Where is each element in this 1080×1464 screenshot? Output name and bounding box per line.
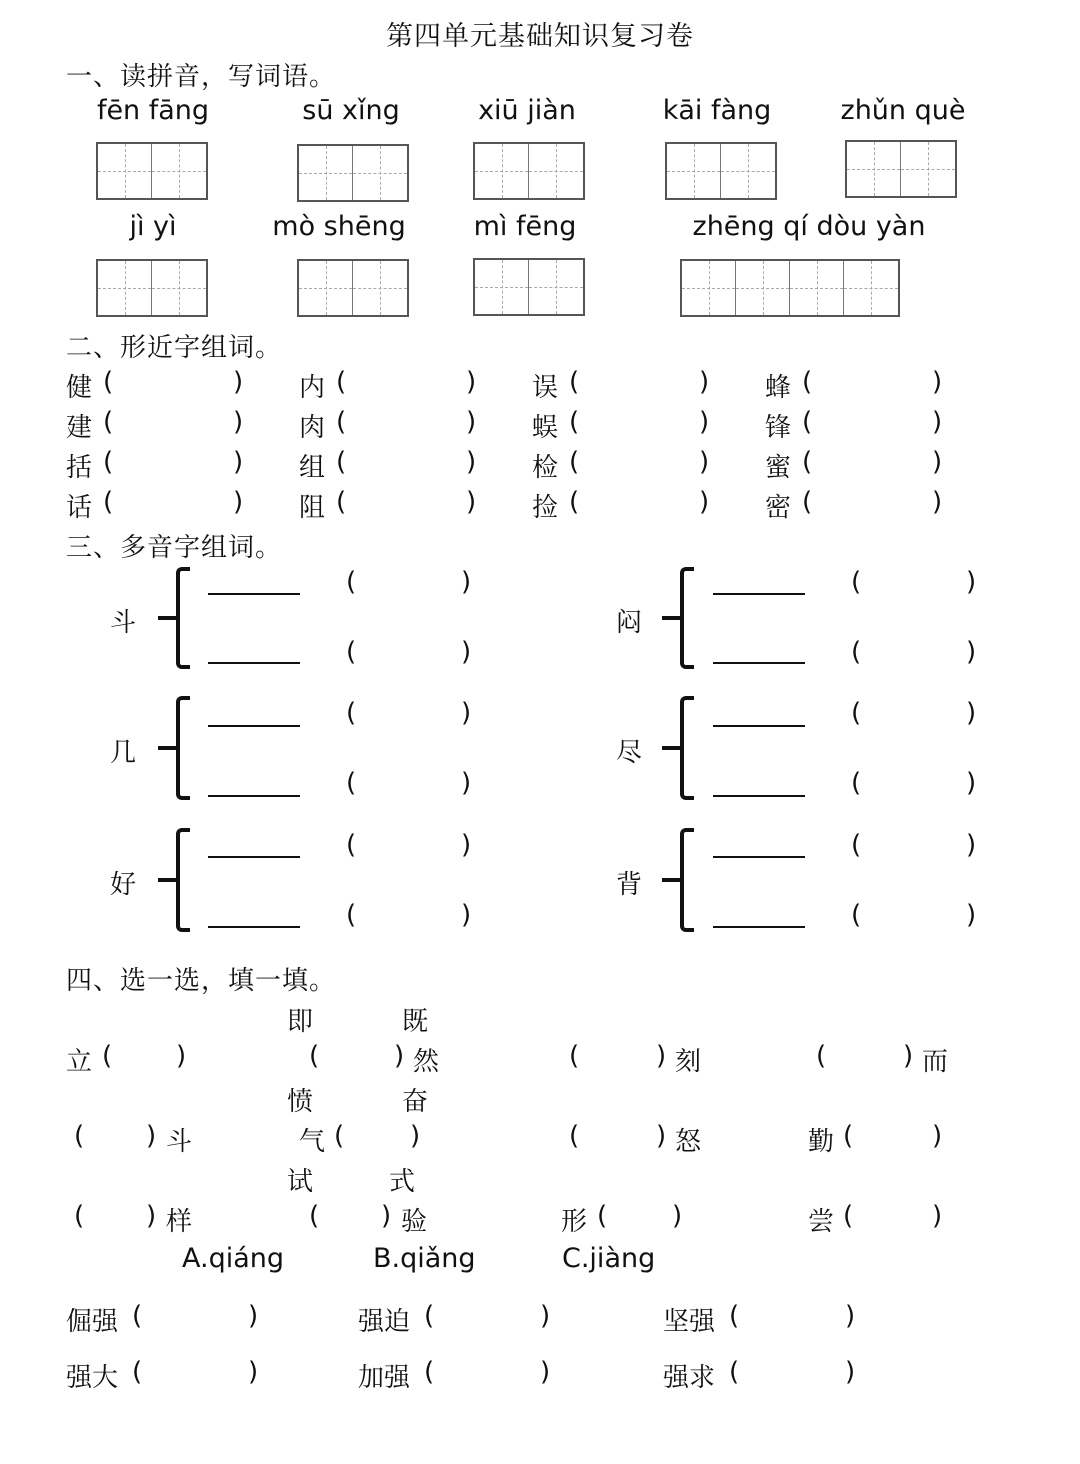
open-paren: ( xyxy=(74,1121,85,1151)
answer-blank[interactable] xyxy=(713,725,805,727)
brace-stem xyxy=(158,616,176,620)
choice-char: 式 xyxy=(389,1167,416,1197)
similar-char: 密 xyxy=(765,493,792,523)
open-paren: ( xyxy=(802,487,813,517)
open-paren: ( xyxy=(843,1201,854,1231)
open-paren: ( xyxy=(102,1041,113,1071)
open-paren: ( xyxy=(802,367,813,397)
open-paren: ( xyxy=(816,1041,827,1071)
close-paren: ) xyxy=(466,367,477,397)
open-paren: ( xyxy=(569,407,580,437)
pinyin-label: jì yì xyxy=(129,211,177,242)
choice-char: 愤 xyxy=(287,1087,314,1117)
writing-grid[interactable] xyxy=(680,259,900,317)
close-paren: ) xyxy=(966,698,977,728)
fill-char: 尝 xyxy=(808,1207,835,1237)
pinyin-label: sū xǐng xyxy=(302,95,400,126)
open-paren: ( xyxy=(346,567,357,597)
close-paren: ) xyxy=(932,1121,943,1151)
close-paren: ) xyxy=(903,1041,914,1071)
close-paren: ) xyxy=(381,1201,392,1231)
close-paren: ) xyxy=(966,637,977,667)
answer-blank[interactable] xyxy=(208,725,300,727)
answer-blank[interactable] xyxy=(713,856,805,858)
open-paren: ( xyxy=(336,367,347,397)
similar-char: 话 xyxy=(66,493,93,523)
brace xyxy=(680,696,694,800)
brace xyxy=(680,828,694,932)
close-paren: ) xyxy=(540,1301,551,1331)
open-paren: ( xyxy=(132,1301,143,1331)
similar-char: 组 xyxy=(299,453,326,483)
open-paren: ( xyxy=(851,698,862,728)
open-paren: ( xyxy=(729,1301,740,1331)
polyphone-char: 尽 xyxy=(616,738,643,768)
close-paren: ) xyxy=(845,1301,856,1331)
answer-blank[interactable] xyxy=(208,795,300,797)
close-paren: ) xyxy=(248,1357,259,1387)
pinyin-label: mò shēng xyxy=(272,211,406,242)
close-paren: ) xyxy=(248,1301,259,1331)
fill-char: 样 xyxy=(166,1207,193,1237)
close-paren: ) xyxy=(699,367,710,397)
pinyin-label: kāi fàng xyxy=(662,95,772,126)
close-paren: ) xyxy=(672,1201,683,1231)
section3-heading: 三、多音字组词。 xyxy=(66,533,283,563)
open-paren: ( xyxy=(346,637,357,667)
word: 强求 xyxy=(663,1363,716,1393)
similar-char: 锋 xyxy=(765,413,792,443)
close-paren: ) xyxy=(699,447,710,477)
fill-char: 勤 xyxy=(808,1127,835,1157)
answer-blank[interactable] xyxy=(208,662,300,664)
open-paren: ( xyxy=(346,768,357,798)
close-paren: ) xyxy=(699,487,710,517)
open-paren: ( xyxy=(843,1121,854,1151)
similar-char: 阻 xyxy=(299,493,326,523)
similar-char: 蜈 xyxy=(532,413,559,443)
open-paren: ( xyxy=(336,487,347,517)
answer-blank[interactable] xyxy=(713,593,805,595)
close-paren: ) xyxy=(176,1041,187,1071)
polyphone-char: 好 xyxy=(110,870,137,900)
pronunciation-option-a: A.qiáng xyxy=(182,1243,285,1274)
open-paren: ( xyxy=(309,1041,320,1071)
open-paren: ( xyxy=(729,1357,740,1387)
fill-char: 验 xyxy=(401,1207,428,1237)
open-paren: ( xyxy=(346,900,357,930)
brace xyxy=(176,567,190,669)
close-paren: ) xyxy=(461,830,472,860)
brace-stem xyxy=(662,746,680,750)
writing-grid[interactable] xyxy=(845,140,957,198)
open-paren: ( xyxy=(851,637,862,667)
close-paren: ) xyxy=(932,367,943,397)
close-paren: ) xyxy=(410,1121,421,1151)
answer-blank[interactable] xyxy=(208,856,300,858)
similar-char: 捡 xyxy=(532,493,559,523)
choice-char: 奋 xyxy=(402,1087,429,1117)
open-paren: ( xyxy=(569,447,580,477)
open-paren: ( xyxy=(851,768,862,798)
brace xyxy=(176,696,190,800)
writing-grid[interactable] xyxy=(96,142,208,200)
open-paren: ( xyxy=(336,447,347,477)
close-paren: ) xyxy=(966,830,977,860)
open-paren: ( xyxy=(597,1201,608,1231)
section1-heading: 一、读拼音，写词语。 xyxy=(66,62,337,92)
fill-char: 形 xyxy=(561,1207,588,1237)
fill-char: 怒 xyxy=(675,1127,702,1157)
close-paren: ) xyxy=(540,1357,551,1387)
polyphone-char: 背 xyxy=(616,870,643,900)
fill-char: 而 xyxy=(922,1047,949,1077)
choice-char: 试 xyxy=(287,1167,314,1197)
similar-char: 内 xyxy=(299,373,326,403)
open-paren: ( xyxy=(569,487,580,517)
open-paren: ( xyxy=(336,407,347,437)
close-paren: ) xyxy=(966,768,977,798)
polyphone-char: 斗 xyxy=(110,608,137,638)
close-paren: ) xyxy=(845,1357,856,1387)
similar-char: 肉 xyxy=(299,413,326,443)
similar-char: 误 xyxy=(532,373,559,403)
open-paren: ( xyxy=(424,1357,435,1387)
open-paren: ( xyxy=(309,1201,320,1231)
open-paren: ( xyxy=(802,447,813,477)
close-paren: ) xyxy=(966,567,977,597)
close-paren: ) xyxy=(656,1121,667,1151)
writing-grid[interactable] xyxy=(297,144,409,202)
open-paren: ( xyxy=(346,830,357,860)
close-paren: ) xyxy=(932,407,943,437)
open-paren: ( xyxy=(424,1301,435,1331)
open-paren: ( xyxy=(132,1357,143,1387)
close-paren: ) xyxy=(394,1041,405,1071)
fill-char: 立 xyxy=(66,1047,93,1077)
close-paren: ) xyxy=(233,487,244,517)
pinyin-label: xiū jiàn xyxy=(478,95,576,126)
close-paren: ) xyxy=(656,1041,667,1071)
writing-grid[interactable] xyxy=(96,259,208,317)
word: 倔强 xyxy=(66,1307,119,1337)
writing-grid[interactable] xyxy=(665,142,777,200)
brace-stem xyxy=(158,746,176,750)
fill-char: 刻 xyxy=(675,1047,702,1077)
close-paren: ) xyxy=(466,487,477,517)
similar-char: 建 xyxy=(66,413,93,443)
choice-char: 既 xyxy=(402,1007,429,1037)
answer-blank[interactable] xyxy=(713,795,805,797)
brace xyxy=(176,828,190,932)
polyphone-char: 闷 xyxy=(616,608,643,638)
page-title: 第四单元基础知识复习卷 xyxy=(386,21,694,52)
open-paren: ( xyxy=(569,1041,580,1071)
answer-blank[interactable] xyxy=(208,593,300,595)
brace-stem xyxy=(662,616,680,620)
open-paren: ( xyxy=(103,447,114,477)
brace xyxy=(680,567,694,669)
open-paren: ( xyxy=(569,367,580,397)
close-paren: ) xyxy=(966,900,977,930)
close-paren: ) xyxy=(466,407,477,437)
close-paren: ) xyxy=(233,447,244,477)
word: 强大 xyxy=(66,1363,119,1393)
close-paren: ) xyxy=(932,447,943,477)
section2-heading: 二、形近字组词。 xyxy=(66,333,283,363)
similar-char: 健 xyxy=(66,373,93,403)
pinyin-label: mì fēng xyxy=(473,211,577,242)
answer-blank[interactable] xyxy=(713,926,805,928)
similar-char: 括 xyxy=(66,453,93,483)
fill-char: 气 xyxy=(299,1127,326,1157)
writing-grid[interactable] xyxy=(473,258,585,316)
word: 加强 xyxy=(358,1363,411,1393)
open-paren: ( xyxy=(103,407,114,437)
answer-blank[interactable] xyxy=(713,662,805,664)
open-paren: ( xyxy=(569,1121,580,1151)
word: 强迫 xyxy=(358,1307,411,1337)
brace-stem xyxy=(158,878,176,882)
close-paren: ) xyxy=(146,1121,157,1151)
open-paren: ( xyxy=(103,487,114,517)
open-paren: ( xyxy=(851,900,862,930)
writing-grid[interactable] xyxy=(473,142,585,200)
close-paren: ) xyxy=(461,567,472,597)
close-paren: ) xyxy=(932,1201,943,1231)
pronunciation-option-c: C.jiàng xyxy=(562,1243,656,1274)
open-paren: ( xyxy=(851,567,862,597)
close-paren: ) xyxy=(461,637,472,667)
open-paren: ( xyxy=(334,1121,345,1151)
close-paren: ) xyxy=(146,1201,157,1231)
close-paren: ) xyxy=(466,447,477,477)
fill-char: 斗 xyxy=(166,1127,193,1157)
close-paren: ) xyxy=(461,900,472,930)
polyphone-char: 几 xyxy=(110,738,137,768)
similar-char: 蜂 xyxy=(765,373,792,403)
open-paren: ( xyxy=(103,367,114,397)
open-paren: ( xyxy=(851,830,862,860)
close-paren: ) xyxy=(932,487,943,517)
choice-char: 即 xyxy=(287,1007,314,1037)
similar-char: 检 xyxy=(532,453,559,483)
open-paren: ( xyxy=(346,698,357,728)
brace-stem xyxy=(662,878,680,882)
pinyin-label: zhēng qí dòu yàn xyxy=(692,211,926,242)
close-paren: ) xyxy=(461,698,472,728)
writing-grid[interactable] xyxy=(297,259,409,317)
close-paren: ) xyxy=(699,407,710,437)
pronunciation-option-b: B.qiǎng xyxy=(373,1243,476,1274)
open-paren: ( xyxy=(74,1201,85,1231)
word: 坚强 xyxy=(663,1307,716,1337)
answer-blank[interactable] xyxy=(208,926,300,928)
fill-char: 然 xyxy=(413,1047,440,1077)
pinyin-label: zhǔn què xyxy=(840,95,966,126)
similar-char: 蜜 xyxy=(765,453,792,483)
section4-heading: 四、选一选，填一填。 xyxy=(66,966,337,996)
pinyin-label: fēn fāng xyxy=(96,95,210,126)
close-paren: ) xyxy=(461,768,472,798)
close-paren: ) xyxy=(233,367,244,397)
open-paren: ( xyxy=(802,407,813,437)
close-paren: ) xyxy=(233,407,244,437)
